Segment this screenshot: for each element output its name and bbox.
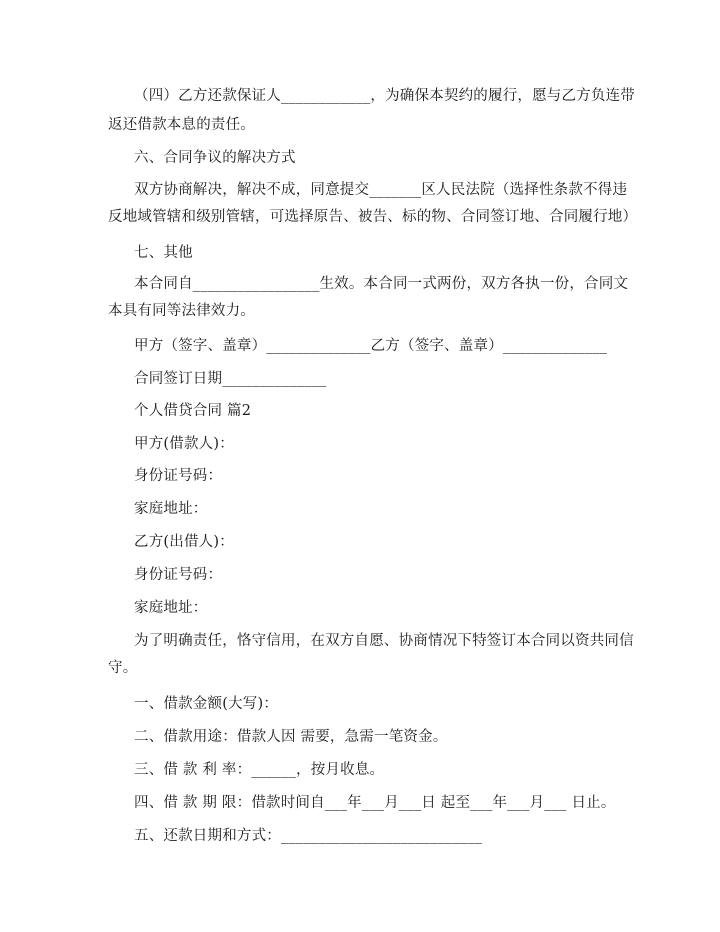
party-b-address-label: 家庭地址： — [134, 600, 208, 616]
section-heading-other: 七、其他 — [134, 245, 193, 261]
party-a-address-label: 家庭地址： — [134, 501, 208, 517]
clause-guarantor-line-1: （四）乙方还款保证人____________，为确保本契约的履行，愿与乙方负连带 — [134, 88, 635, 104]
section-heading-dispute: 六、合同争议的解决方式 — [134, 150, 296, 166]
interest-rate-line: 三、借 款 利 率：______，按月收息。 — [134, 762, 385, 778]
loan-amount-line: 一、借款金额(大写)： — [134, 696, 279, 712]
preamble-line-1: 为了明确责任，恪守信用，在双方自愿、协商情况下特签订本合同以资共同信 — [134, 633, 634, 649]
loan-purpose-line: 二、借款用途：借款人因 需要，急需一笔资金。 — [134, 729, 448, 745]
party-b-label: 乙方(出借人)： — [134, 534, 234, 550]
preamble-line-2: 守。 — [108, 660, 138, 676]
repayment-line: 五、还款日期和方式：___________________________ — [134, 828, 483, 844]
party-a-label: 甲方(借款人)： — [134, 436, 234, 452]
signing-date-line: 合同签订日期______________ — [134, 371, 327, 387]
contract-title-part2: 个人借贷合同 篇2 — [134, 403, 252, 419]
clause-guarantor-line-2: 返还借款本息的责任。 — [108, 117, 255, 133]
party-a-id-label: 身份证号码： — [134, 468, 223, 484]
effective-text-line-2: 本具有同等法律效力。 — [108, 303, 255, 319]
effective-text-line-1: 本合同自_________________生效。本合同一式两份，双方各执一份，合同文 — [134, 276, 629, 292]
party-b-id-label: 身份证号码： — [134, 567, 223, 583]
dispute-text-line-2: 反地域管辖和级别管辖，可选择原告、被告、标的物、合同签订地、合同履行地） — [108, 209, 638, 225]
signature-line: 甲方（签字、盖章）______________乙方（签字、盖章）______________ — [134, 338, 608, 354]
dispute-text-line-1: 双方协商解决，解决不成，同意提交_______区人民法院（选择性条款不得违 — [134, 182, 628, 198]
loan-term-line: 四、借 款 期 限：借款时间自___年___月___日 起至___年___月___ 日止。 — [134, 795, 616, 811]
